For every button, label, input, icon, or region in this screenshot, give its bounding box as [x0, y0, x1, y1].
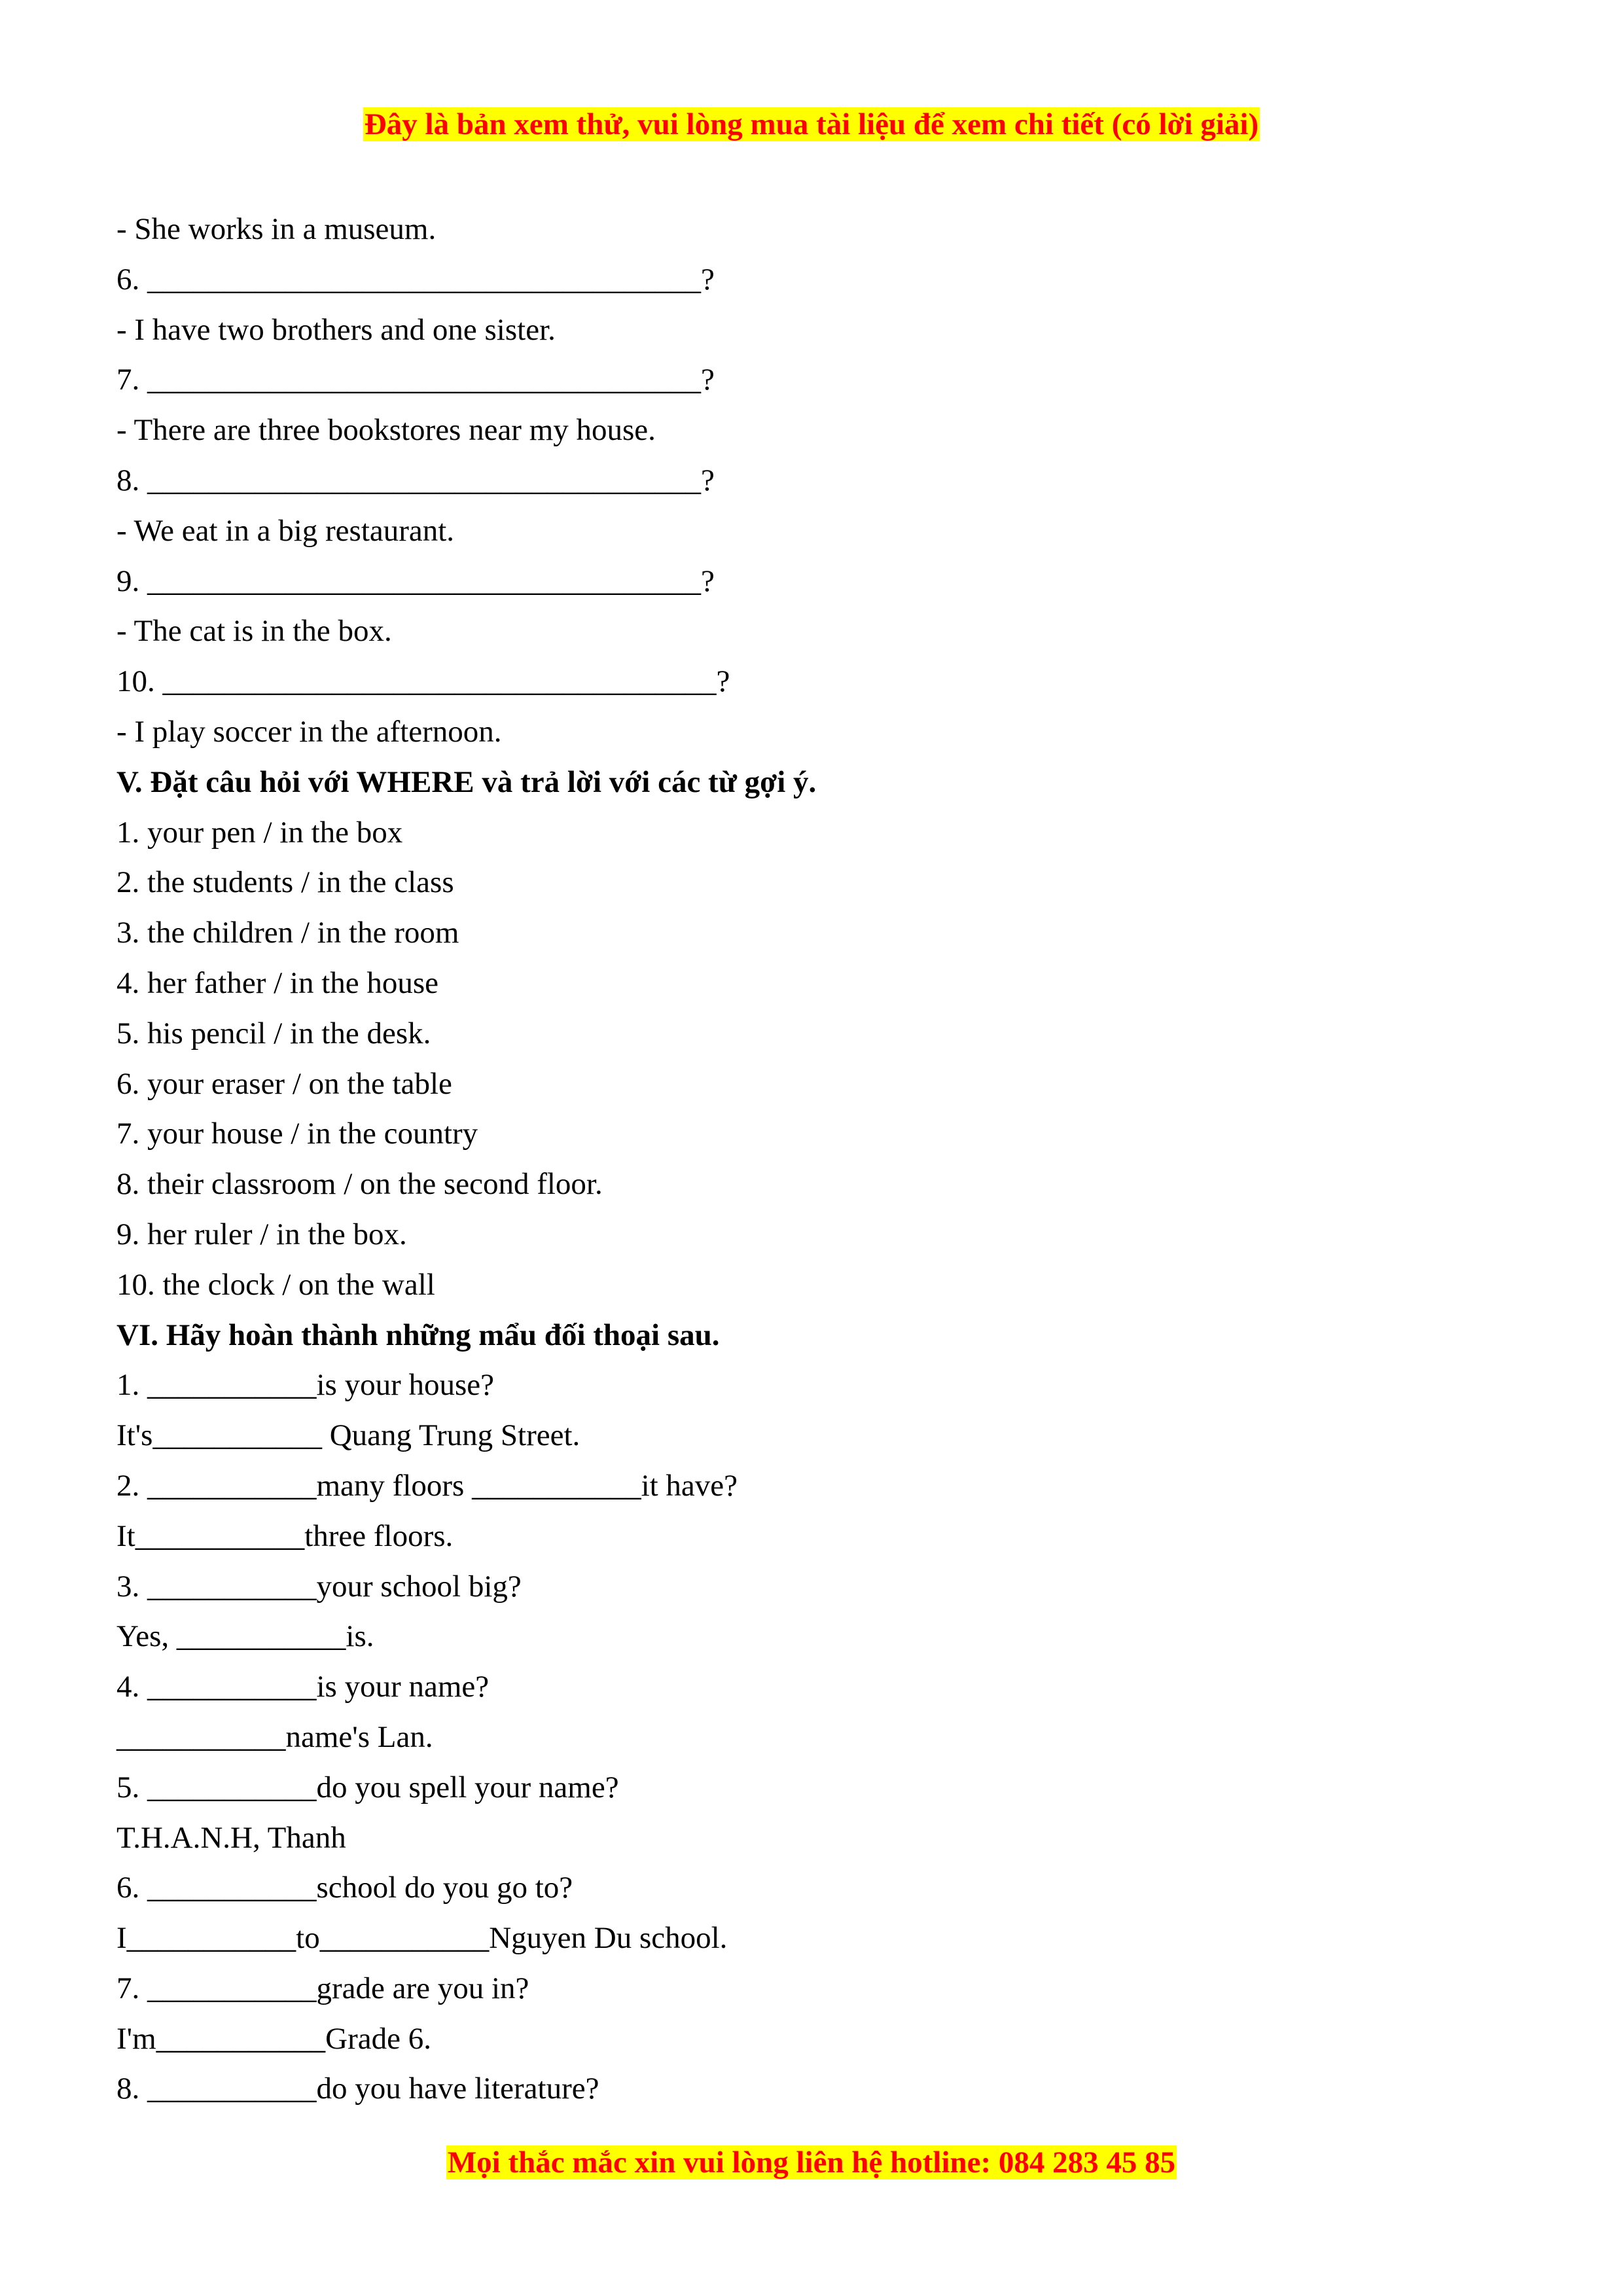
- worksheet-line: 6. your eraser / on the table: [116, 1066, 452, 1101]
- worksheet-line: 5. ___________do you spell your name?: [116, 1770, 619, 1804]
- worksheet-line: 7. ___________grade are you in?: [116, 1971, 529, 2005]
- worksheet-line: - I play soccer in the afternoon.: [116, 714, 502, 749]
- worksheet-line: 2. the students / in the class: [116, 865, 454, 900]
- section-heading: V. Đặt câu hỏi với WHERE và trả lời với các từ gợi ý.: [116, 764, 817, 799]
- worksheet-line: It's___________ Quang Trung Street.: [116, 1418, 580, 1453]
- worksheet-line: - The cat is in the box.: [116, 614, 392, 649]
- worksheet-content: [116, 204, 1517, 2114]
- footer-banner-text: Mọi thắc mắc xin vui lòng liên hệ hotline: 084 283 45 85: [447, 2145, 1176, 2179]
- worksheet-line: I'm___________Grade 6.: [116, 2021, 431, 2056]
- worksheet-line: It___________three floors.: [116, 1518, 454, 1553]
- worksheet-line: 4. her father / in the house: [116, 965, 439, 1000]
- worksheet-line: Yes, ___________is.: [116, 1619, 374, 1654]
- worksheet-line: 8. ___________do you have literature?: [116, 2072, 599, 2106]
- worksheet-line: 3. the children / in the room: [116, 916, 459, 950]
- header-banner: [0, 105, 1623, 144]
- worksheet-line: I___________to___________Nguyen Du school.: [116, 1921, 728, 1956]
- worksheet-line: 7. your house / in the country: [116, 1117, 478, 1151]
- worksheet-line: 9. ____________________________________?: [116, 564, 715, 598]
- section-heading: VI. Hãy hoàn thành những mẩu đối thoại sau.: [116, 1318, 720, 1352]
- worksheet-line: ___________name's Lan.: [116, 1719, 433, 1754]
- worksheet-line: T.H.A.N.H, Thanh: [116, 1820, 346, 1855]
- worksheet-line: 6. ___________school do you go to?: [116, 1871, 573, 1905]
- worksheet-line: 7. ____________________________________?: [116, 363, 715, 397]
- footer-banner: [0, 2143, 1623, 2182]
- worksheet-line: - There are three bookstores near my house.: [116, 413, 656, 448]
- worksheet-line: 10. the clock / on the wall: [116, 1267, 435, 1302]
- worksheet-line: 1. ___________is your house?: [116, 1368, 495, 1403]
- worksheet-line: 2. ___________many floors ___________it have?: [116, 1468, 738, 1503]
- worksheet-line: 5. his pencil / in the desk.: [116, 1016, 431, 1050]
- worksheet-line: 1. your pen / in the box: [116, 815, 403, 850]
- worksheet-line: - We eat in a big restaurant.: [116, 513, 455, 548]
- worksheet-line: - She works in a museum.: [116, 212, 437, 246]
- worksheet-line: 8. ____________________________________?: [116, 463, 715, 497]
- header-banner-text: Đây là bản xem thử, vui lòng mua tài liệu để xem chi tiết (có lời giải): [364, 107, 1259, 141]
- worksheet-line: 6. ____________________________________?: [116, 262, 715, 296]
- worksheet-line: 10. ____________________________________?: [116, 664, 730, 699]
- worksheet-line: 9. her ruler / in the box.: [116, 1217, 407, 1251]
- worksheet-line: 4. ___________is your name?: [116, 1670, 490, 1704]
- worksheet-line: - I have two brothers and one sister.: [116, 312, 556, 347]
- worksheet-line: 8. their classroom / on the second floor.: [116, 1167, 603, 1202]
- worksheet-line: 3. ___________your school big?: [116, 1569, 522, 1604]
